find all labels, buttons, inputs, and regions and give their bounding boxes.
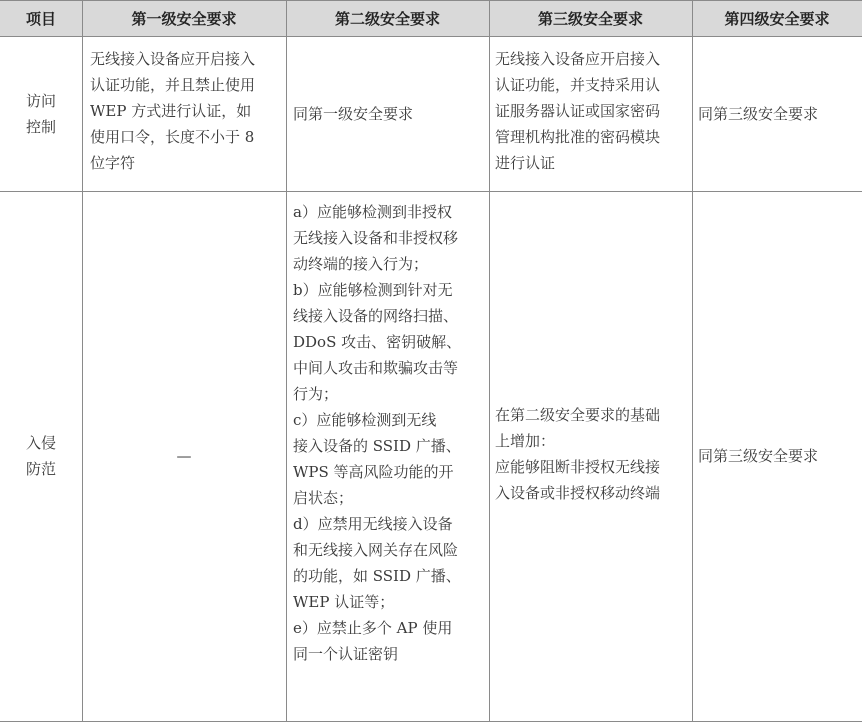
row2-level2-line-3: 动终端的接入行为； (293, 255, 429, 273)
column-divider-1 (82, 0, 83, 722)
row2-level2-line-2: 无线接入设备和非授权移 (293, 229, 459, 247)
row2-level2-line-15: 的功能，如 SSID 广播、 (293, 567, 461, 585)
row1-item-line-2: 控制 (25, 118, 56, 136)
row1-level2-text: 同第一级安全要求 (293, 105, 414, 123)
row2-level3-line-3: 应能够阻断非授权无线接 (495, 458, 661, 476)
row1-item-line-1: 访问 (25, 92, 56, 110)
header-level-2: 第二级安全要求 (334, 9, 440, 28)
row2-level2-line-7: 中间人攻击和欺骗攻击等 (293, 359, 459, 377)
header-level-4: 第四级安全要求 (724, 9, 830, 28)
row2-level2-line-11: WPS 等高风险功能的开 (293, 463, 454, 481)
row2-level2-line-12: 启状态； (293, 489, 354, 507)
row1-level3-line-4: 管理机构批准的密码模块 (495, 128, 661, 146)
row2-level2-line-14: 和无线接入网关存在风险 (293, 541, 459, 559)
header-level-1: 第一级安全要求 (131, 9, 237, 28)
row2-level4-cell (698, 192, 860, 720)
row1-level4-cell (698, 37, 860, 191)
column-divider-4 (692, 0, 693, 722)
row2-level2-line-18: 同一个认证密钥 (293, 645, 399, 663)
row2-level2-line-10: 接入设备的 SSID 广播、 (293, 437, 461, 455)
row1-level3-line-2: 认证功能，并支持采用认 (495, 76, 661, 94)
table-header-row (0, 0, 862, 36)
row2-level2-line-4: b）应能够检测到针对无 (293, 281, 453, 299)
row2-level2-line-17: e）应禁止多个 AP 使用 (293, 619, 453, 637)
row1-level3-cell (495, 46, 687, 176)
row1-level4-text: 同第三级安全要求 (698, 105, 819, 123)
row1-level1-line-5: 位字符 (90, 154, 136, 172)
row2-item-line-1: 入侵 (25, 434, 56, 452)
row2-level3-cell (495, 402, 687, 506)
row1-level3-line-5: 进行认证 (495, 154, 556, 172)
row1-level1-cell (90, 46, 282, 176)
row2-level2-line-8: 行为； (293, 385, 339, 403)
row2-level2-line-16: WEP 认证等； (293, 593, 395, 611)
row1-level1-line-2: 认证功能，并且禁止使用 (90, 76, 256, 94)
table-top-border (0, 0, 862, 1)
column-divider-3 (489, 0, 490, 722)
row1-level3-line-3: 证服务器认证或国家密码 (495, 102, 661, 120)
header-bottom-border (0, 36, 862, 37)
row1-level1-line-4: 使用口令，长度不小于 8 (90, 128, 255, 146)
row2-item-cell (0, 192, 82, 720)
row1-level1-line-1: 无线接入设备应开启接入 (90, 50, 256, 68)
row2-level2-line-5: 线接入设备的网络扫描、 (293, 307, 459, 325)
row2-level3-line-4: 入设备或非授权移动终端 (495, 484, 661, 502)
row2-level1-cell (82, 192, 286, 720)
row1-level2-cell (293, 37, 486, 191)
row1-bottom-border (0, 191, 862, 192)
row1-level1-line-3: WEP 方式进行认证，如 (90, 102, 252, 120)
header-level-3: 第三级安全要求 (537, 9, 643, 28)
row2-level2-line-13: d）应禁用无线接入设备 (293, 515, 453, 533)
row2-level1-dash: — (176, 447, 192, 465)
row2-level2-line-6: DDoS 攻击、密钥破解、 (293, 333, 462, 351)
table-bottom-border (0, 721, 862, 722)
row2-level2-line-9: c）应能够检测到无线 (293, 411, 437, 429)
column-divider-2 (286, 0, 287, 722)
row1-item-cell (0, 37, 82, 191)
row2-item-line-2: 防范 (25, 460, 56, 478)
row2-level2-cell (293, 199, 487, 667)
row1-level3-line-1: 无线接入设备应开启接入 (495, 50, 661, 68)
row2-level4-text: 同第三级安全要求 (698, 447, 819, 465)
row2-level3-line-1: 在第二级安全要求的基础 (495, 406, 661, 424)
row2-level3-line-2: 上增加： (495, 432, 556, 450)
row2-level2-line-1: a）应能够检测到非授权 (293, 203, 452, 221)
header-item: 项目 (25, 9, 56, 28)
